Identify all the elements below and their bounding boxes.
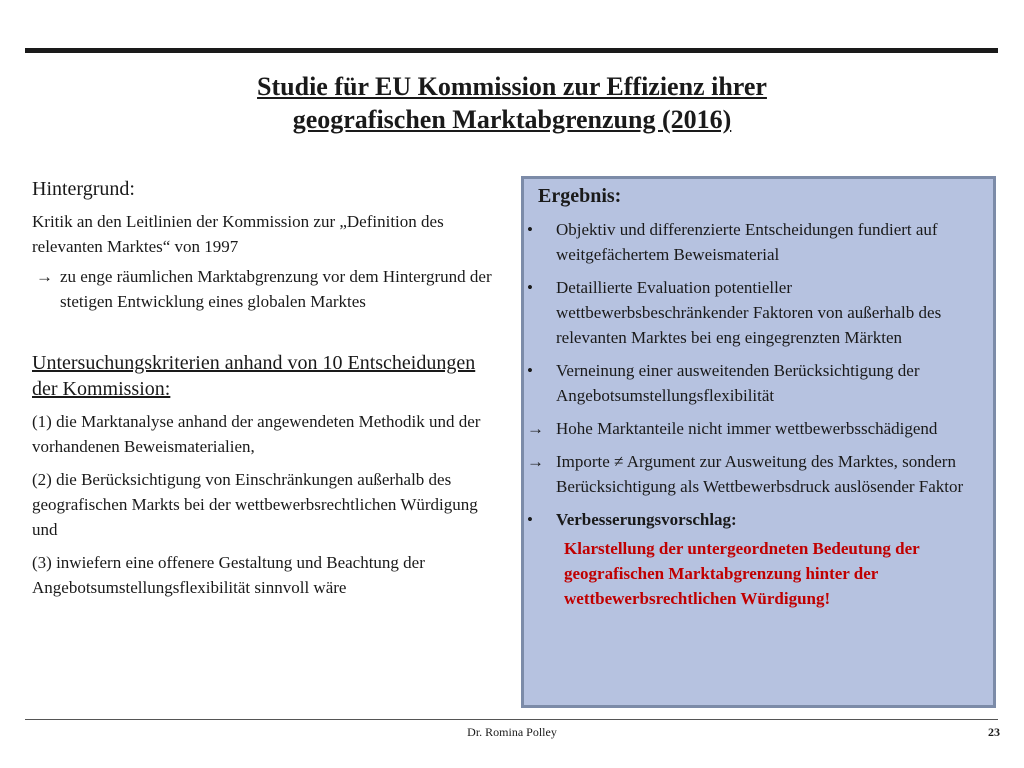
result-item bbox=[524, 358, 994, 408]
result-item-text: Detaillierte Evaluation potentieller wettbewerbsbeschränkender Faktoren von außerhalb des relevanten Marktes bei eng eingegrenzten Märkten bbox=[556, 278, 942, 347]
footer-author: Dr. Romina Polley bbox=[467, 725, 557, 739]
background-text: Kritik an den Leitlinien der Kommission zur „Definition des relevanten Marktes“ von 1997 bbox=[32, 212, 444, 256]
bullet-icon: • bbox=[527, 220, 533, 239]
result-item-text: Hohe Marktanteile nicht immer wettbewerbsschädigend bbox=[556, 419, 938, 438]
result-item bbox=[524, 449, 994, 499]
result-item-text: Objektiv und differenzierte Entscheidungen fundiert auf weitgefächertem Beweismaterial bbox=[556, 220, 938, 264]
bottom-divider bbox=[25, 719, 998, 720]
arrow-right-icon: → bbox=[527, 452, 544, 471]
slide-title-line-1: Studie für EU Kommission zur Effizienz ihrer bbox=[257, 72, 767, 101]
result-item-text: Verneinung einer ausweitenden Berücksichtigung der Angebotsumstellungsflexibilität bbox=[556, 361, 920, 405]
result-list bbox=[524, 217, 994, 611]
slide-title-line-2: geografischen Marktabgrenzung (2016) bbox=[292, 105, 732, 134]
arrow-right-icon: → bbox=[36, 267, 53, 286]
criterion-1: (1) die Marktanalyse anhand der angewendeten Methodik und der vorhandenen Beweismaterialien, bbox=[32, 412, 481, 456]
result-item bbox=[524, 275, 994, 350]
proposal-label: Verbesserungsvorschlag: bbox=[556, 510, 737, 529]
left-column bbox=[32, 176, 502, 608]
proposal-text: Klarstellung der untergeordneten Bedeutung der geografischen Marktabgrenzung hinter der wettbewerbsrechtlichen Würdigung! bbox=[564, 539, 920, 608]
criterion-3: (3) inwiefern eine offenere Gestaltung und Beachtung der Angebotsumstellungsflexibilität sinnvoll wäre bbox=[32, 553, 425, 597]
result-item bbox=[524, 507, 994, 532]
bullet-icon: • bbox=[527, 361, 533, 380]
background-heading: Hintergrund: bbox=[32, 178, 135, 200]
result-item bbox=[524, 416, 994, 441]
top-divider bbox=[25, 48, 998, 53]
background-arrow-point bbox=[36, 264, 502, 314]
result-box bbox=[521, 176, 996, 708]
bullet-icon: • bbox=[527, 510, 533, 529]
background-arrow-text: zu enge räumlichen Marktabgrenzung vor dem Hintergrund der stetigen Entwicklung eines globalen Marktes bbox=[60, 267, 492, 311]
result-heading: Ergebnis: bbox=[538, 185, 622, 207]
criteria-heading: Untersuchungskriterien anhand von 10 Entscheidungen der Kommission: bbox=[32, 352, 476, 400]
result-item-text: Importe ≠ Argument zur Ausweitung des Marktes, sondern Berücksichtigung als Wettbewerbsdruck auslösender Faktor bbox=[556, 452, 964, 496]
criterion-2: (2) die Berücksichtigung von Einschränkungen außerhalb des geografischen Markts bei der wettbewerbsrechtlichen Würdigung und bbox=[32, 470, 478, 539]
bullet-icon: • bbox=[527, 278, 533, 297]
result-item bbox=[524, 217, 994, 267]
arrow-right-icon: → bbox=[527, 419, 544, 438]
slide-title bbox=[0, 70, 1024, 136]
page-number: 23 bbox=[988, 725, 1000, 739]
